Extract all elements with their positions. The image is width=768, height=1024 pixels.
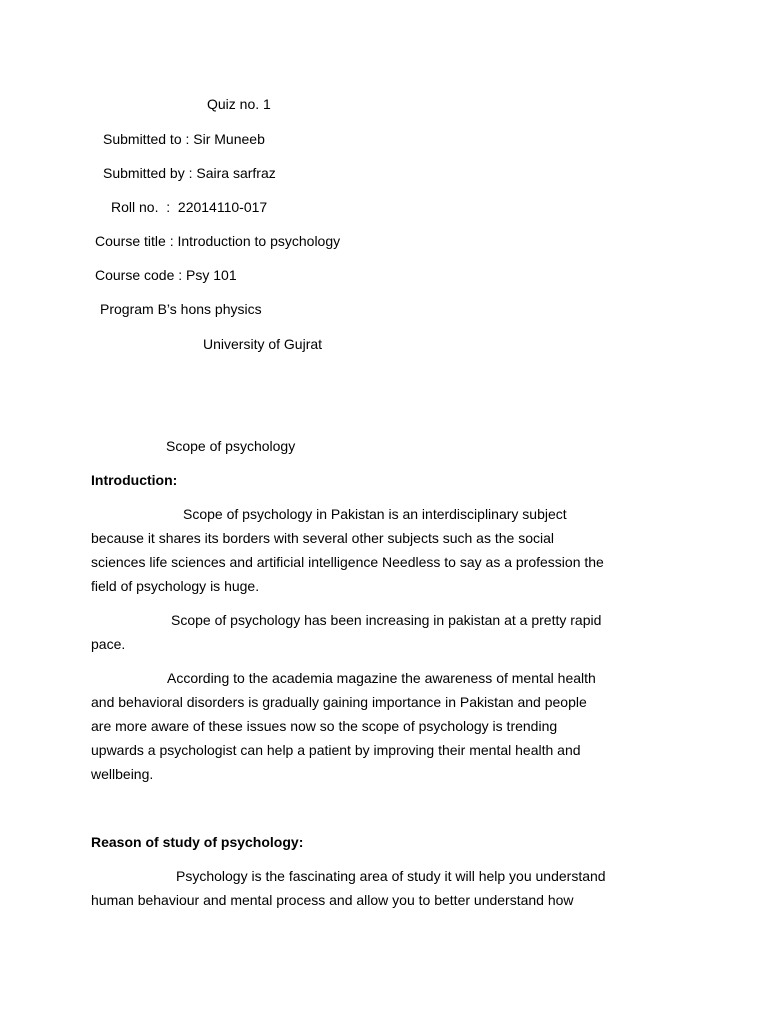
paragraph-line: sciences life sciences and artificial intelligence Needless to say as a profession the (91, 554, 604, 570)
paragraph-line: Scope of psychology has been increasing in pakistan at a pretty rapid (171, 612, 602, 628)
introduction-heading: Introduction: (91, 472, 178, 488)
reason-heading: Reason of study of psychology: (91, 834, 304, 850)
paragraph-line: According to the academia magazine the awareness of mental health (167, 670, 596, 686)
course-title: Course title : Introduction to psychology (95, 233, 341, 249)
paragraph-line: pace. (91, 636, 126, 652)
paragraph-line: because it shares its borders with several other subjects such as the social (91, 530, 555, 546)
university: University of Gujrat (203, 336, 323, 352)
paragraph-line: field of psychology is huge. (91, 578, 260, 594)
roll-number: Roll no. : 22014110-017 (111, 199, 268, 215)
paragraph-line: are more aware of these issues now so the scope of psychology is trending (91, 718, 558, 734)
paragraph-line: upwards a psychologist can help a patient by improving their mental health and (91, 742, 581, 758)
section-title: Scope of psychology (166, 438, 296, 454)
paragraph-line: human behaviour and mental process and allow you to better understand how (91, 892, 574, 908)
program: Program B’s hons physics (100, 301, 262, 317)
course-code: Course code : Psy 101 (95, 267, 237, 283)
paragraph-line: Psychology is the fascinating area of study it will help you understand (176, 868, 606, 884)
paragraph-line: Scope of psychology in Pakistan is an interdisciplinary subject (183, 506, 567, 522)
paragraph-line: and behavioral disorders is gradually gaining importance in Pakistan and people (91, 694, 587, 710)
submitted-by: Submitted by : Saira sarfraz (103, 165, 276, 181)
submitted-to: Submitted to : Sir Muneeb (103, 131, 265, 147)
paragraph-line: wellbeing. (91, 766, 154, 782)
quiz-title: Quiz no. 1 (207, 96, 271, 112)
